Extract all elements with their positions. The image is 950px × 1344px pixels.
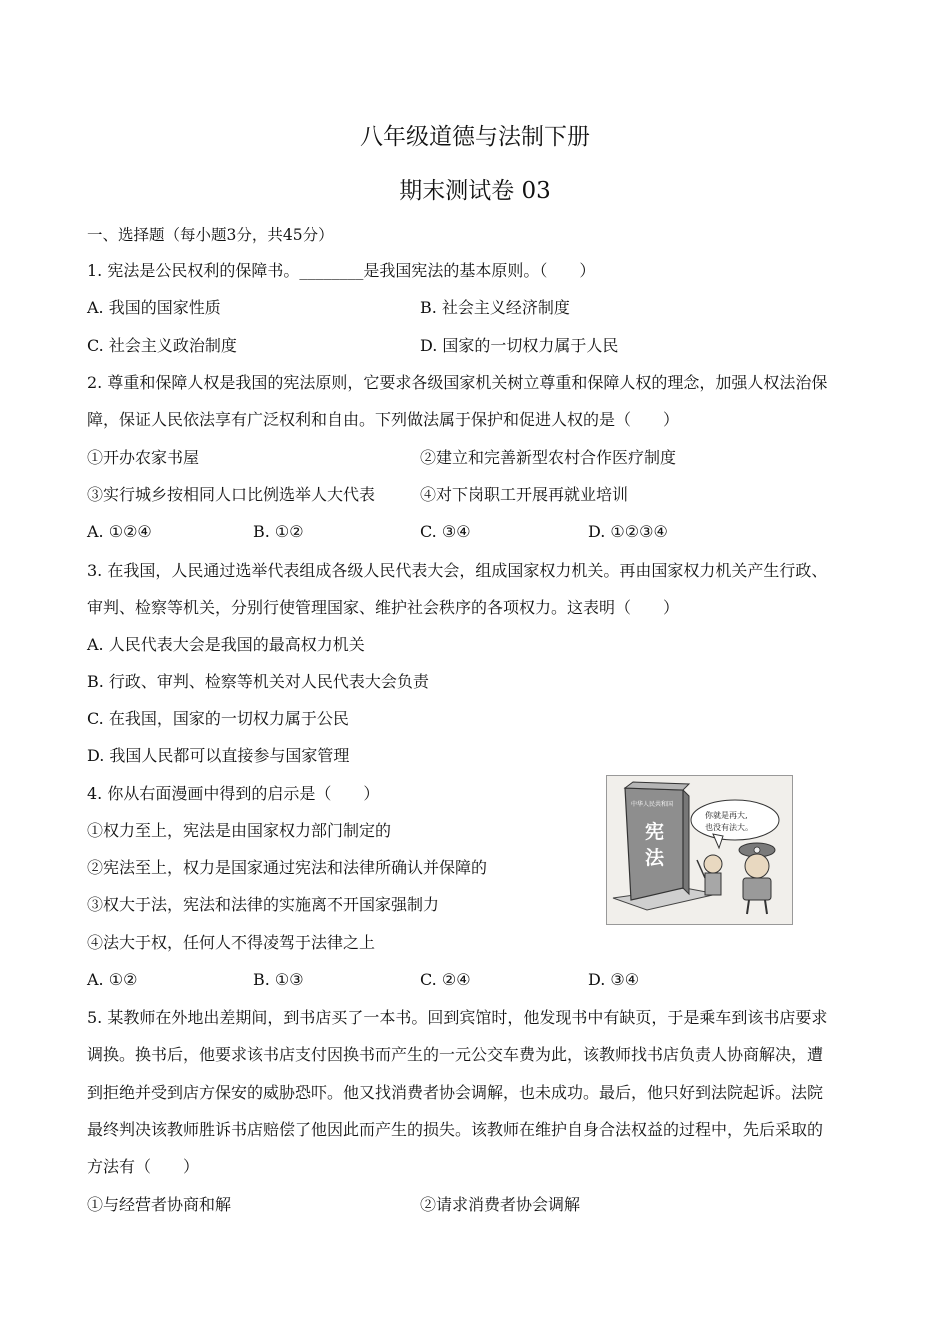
q3-option-c: C. 在我国，国家的一切权力属于公民 — [87, 709, 349, 728]
q5-stem-line1: 5. 某教师在外地出差期间，到书店买了一本书。回到宾馆时，他发现书中有缺页，于是乘车到该书店要求 — [87, 1008, 828, 1027]
q2-item-4: ④对下岗职工开展再就业培训 — [420, 485, 629, 504]
comic-official-leg-left — [747, 900, 749, 914]
q5-item-2: ②请求消费者协会调解 — [420, 1195, 581, 1214]
comic-speech-bubble — [691, 800, 779, 840]
comic-cap-star-icon — [754, 847, 760, 853]
q2-item-1: ①开办农家书屋 — [87, 448, 200, 467]
comic-book-spine — [683, 790, 689, 894]
q4-item-1: ①权力至上，宪法是由国家权力部门制定的 — [87, 821, 392, 840]
q4-option-b: B. ①③ — [253, 970, 304, 989]
q4-item-2: ②宪法至上，权力是国家通过宪法和法律所确认并保障的 — [87, 858, 488, 877]
q5-stem-line2: 调换。换书后，他要求该书店支付因换书而产生的一元公交车费为此，该教师找书店负责人协商解决，遭 — [87, 1045, 824, 1064]
q4-option-d: D. ③④ — [588, 970, 640, 989]
q4-option-c: C. ②④ — [420, 970, 471, 989]
comic-official-head — [745, 854, 769, 878]
comic-book-title-char1: 宪 — [645, 821, 665, 843]
comic-book-top — [625, 782, 689, 790]
q4-option-a: A. ①② — [87, 970, 138, 989]
q3-option-d: D. 我国人民都可以直接参与国家管理 — [87, 746, 350, 765]
comic-bubble-line1: 你就是再大, — [705, 811, 748, 820]
q4-stem: 4. 你从右面漫画中得到的启示是（ ） — [87, 784, 380, 803]
q1-option-a: A. 我国的国家性质 — [87, 298, 221, 317]
comic-bubble-tail — [713, 834, 723, 848]
comic-small-figure-head — [704, 855, 722, 873]
q5-stem-line3: 到拒绝并受到店方保安的威胁恐吓。他又找消费者协会调解，也未成功。最后，他只好到法院起诉。法院 — [87, 1083, 824, 1102]
q2-stem-line1: 2. 尊重和保障人权是我国的宪法原则，它要求各级国家机关树立尊重和保障人权的理念，加强人权法治保 — [87, 373, 828, 392]
q2-option-d: D. ①②③④ — [588, 522, 668, 541]
comic-book-title-char2: 法 — [645, 847, 665, 869]
q1-option-c: C. 社会主义政治制度 — [87, 336, 237, 355]
q2-item-3: ③实行城乡按相同人口比例选举人大代表 — [87, 485, 376, 504]
q4-item-4: ④法大于权，任何人不得凌驾于法律之上 — [87, 933, 376, 952]
comic-book-small-text: 中华人民共和国 — [631, 801, 674, 808]
q2-option-c: C. ③④ — [420, 522, 471, 541]
comic-official-body — [743, 878, 771, 900]
q2-item-2: ②建立和完善新型农村合作医疗制度 — [420, 448, 677, 467]
q4-item-3: ③权大于法，宪法和法律的实施离不开国家强制力 — [87, 895, 440, 914]
comic-illustration — [607, 776, 792, 924]
q2-stem-line2: 障，保证人民依法享有广泛权利和自由。下列做法属于保护和促进人权的是（ ） — [87, 410, 680, 429]
q5-stem-line4: 最终判决该教师胜诉书店赔偿了他因此而产生的损失。该教师在维护自身合法权益的过程中，先后采取的 — [87, 1120, 824, 1139]
q1-option-d: D. 国家的一切权力属于人民 — [420, 336, 619, 355]
comic-official-leg-right — [765, 900, 767, 914]
page-title: 八年级道德与法制下册 — [360, 124, 590, 150]
q3-stem-line1: 3. 在我国，人民通过选举代表组成各级人民代表大会，组成国家权力机关。再由国家权力机关产生行政、 — [87, 561, 828, 580]
q3-stem-line2: 审判、检察等机关，分别行使管理国家、维护社会秩序的各项权力。这表明（ ） — [87, 598, 680, 617]
q1-option-b: B. 社会主义经济制度 — [420, 298, 570, 317]
q2-option-b: B. ①② — [253, 522, 304, 541]
q5-stem-line5: 方法有（ ） — [87, 1157, 200, 1176]
q3-option-a: A. 人民代表大会是我国的最高权力机关 — [87, 635, 365, 654]
section-heading: 一、选择题（每小题3分，共45分） — [87, 226, 334, 244]
comic-small-figure-body — [705, 873, 721, 895]
q2-option-a: A. ①②④ — [87, 522, 152, 541]
q1-stem: 1. 宪法是公民权利的保障书。________是我国宪法的基本原则。（ ） — [87, 261, 596, 280]
page-subtitle: 期末测试卷 03 — [399, 178, 551, 204]
q3-option-b: B. 行政、审判、检察等机关对人民代表大会负责 — [87, 672, 429, 691]
comic-bubble-line2: 也没有法大。 — [705, 823, 753, 832]
q5-item-1: ①与经营者协商和解 — [87, 1195, 232, 1214]
constitution-comic-image — [606, 775, 793, 925]
